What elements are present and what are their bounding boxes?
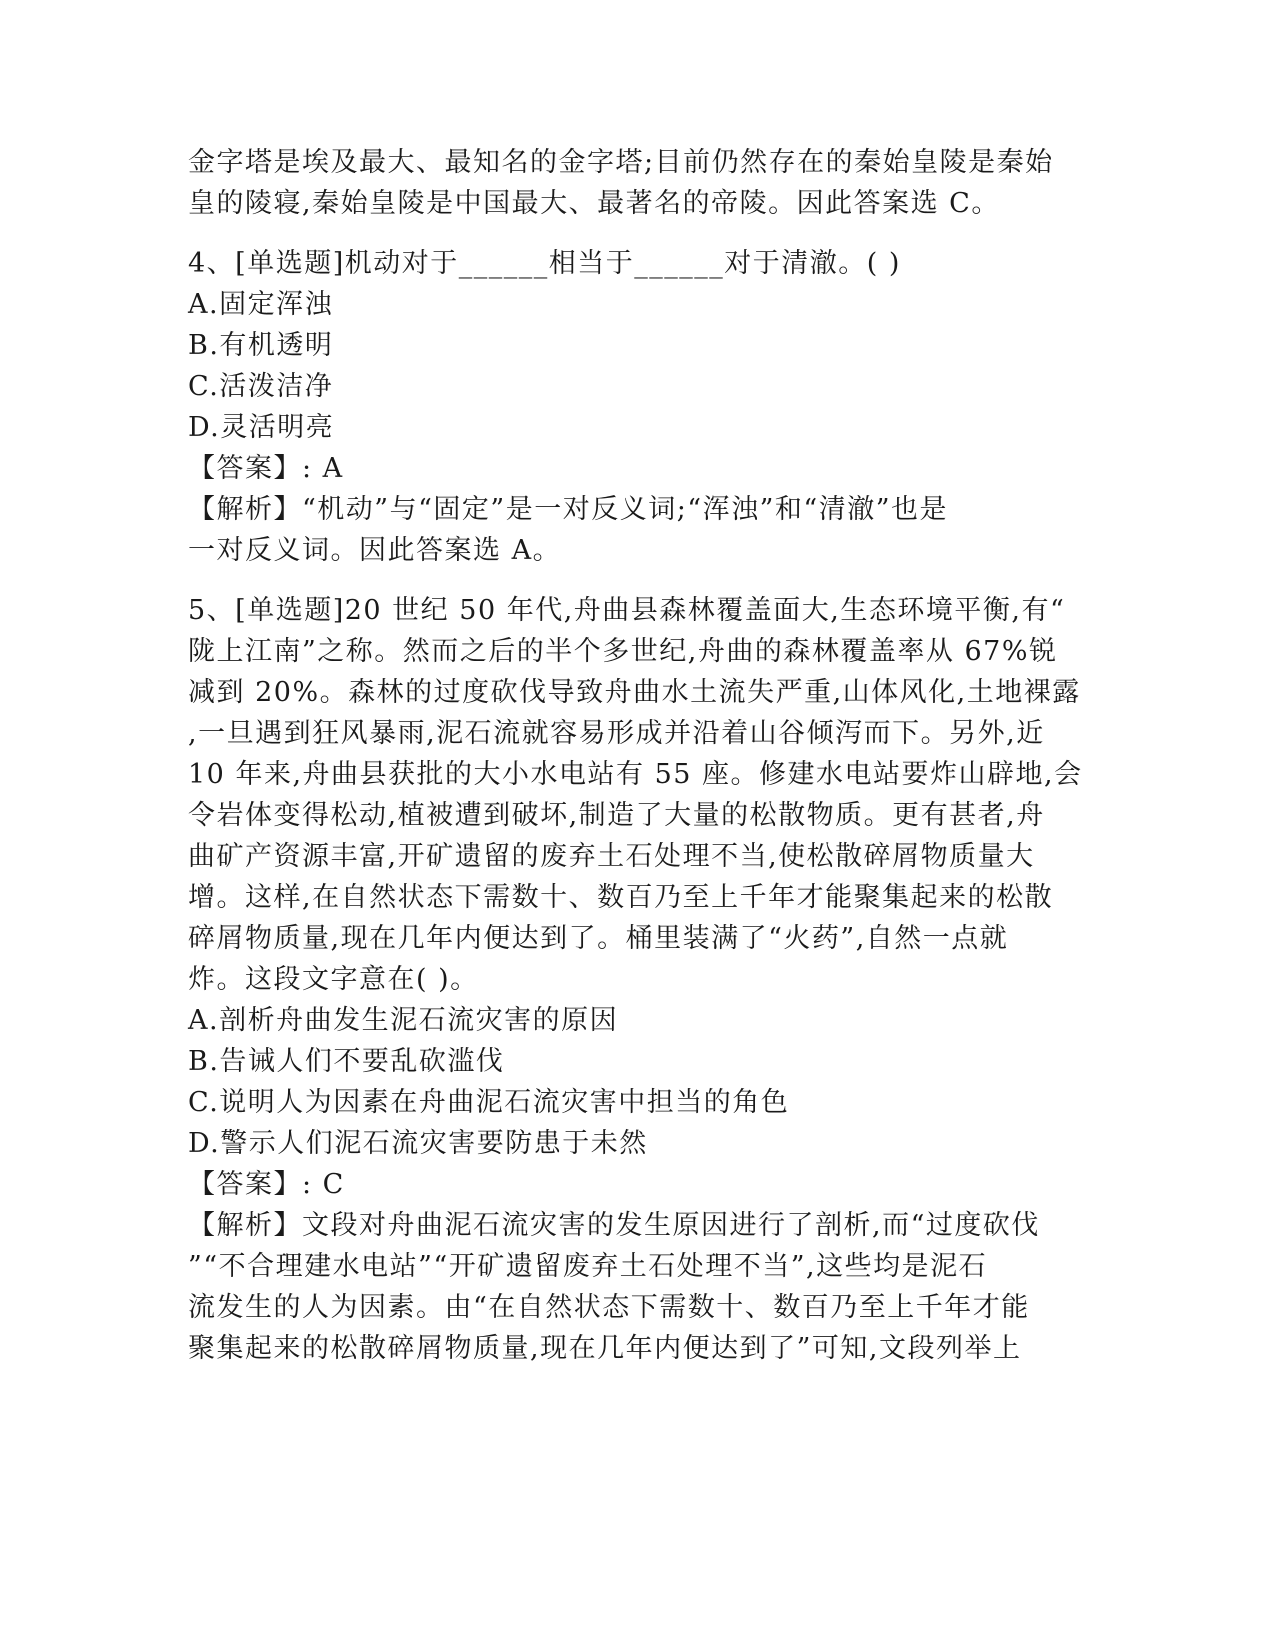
q5-option-b: B.告诫人们不要乱砍滥伐 xyxy=(188,1046,505,1077)
q3-explanation-line: 金字塔是埃及最大、最知名的金字塔;目前仍然存在的秦始皇陵是秦始 xyxy=(188,147,1054,178)
q5-question-line: 减到 20%。森林的过度砍伐导致舟曲水土流失严重,山体风化,土地裸露 xyxy=(188,677,1081,708)
q4-explanation-line: 一对反义词。因此答案选 A。 xyxy=(188,535,562,566)
q5-question-line: ,一旦遇到狂风暴雨,泥石流就容易形成并沿着山谷倾泻而下。另外,近 xyxy=(188,718,1045,749)
q5-question-line: 碎屑物质量,现在几年内便达到了。桶里装满了“火药”,自然一点就 xyxy=(188,923,1009,954)
q5-explanation-line: ”“不合理建水电站”“开矿遗留废弃土石处理不当”,这些均是泥石 xyxy=(188,1251,988,1282)
q5-option-a: A.剖析舟曲发生泥石流灾害的原因 xyxy=(188,1005,619,1036)
q5-question-line: 10 年来,舟曲县获批的大小水电站有 55 座。修建水电站要炸山辟地,会 xyxy=(188,759,1083,790)
q5-option-c: C.说明人为因素在舟曲泥石流灾害中担当的角色 xyxy=(188,1087,790,1118)
q5-explanation-line: 流发生的人为因素。由“在自然状态下需数十、数百乃至上千年才能 xyxy=(188,1292,1030,1323)
q5-question-line: 增。这样,在自然状态下需数十、数百乃至上千年才能聚集起来的松散 xyxy=(188,882,1054,913)
q5-question-line: 令岩体变得松动,植被遭到破坏,制造了大量的松散物质。更有甚者,舟 xyxy=(188,800,1045,831)
q4-option-b: B.有机透明 xyxy=(188,330,334,361)
q4-option-d: D.灵活明亮 xyxy=(188,412,335,443)
q5-question-line: 曲矿产资源丰富,开矿遗留的废弃土石处理不当,使松散碎屑物质量大 xyxy=(188,841,1035,872)
q4-option-a: A.固定浑浊 xyxy=(188,289,334,320)
q5-explanation-line: 聚集起来的松散碎屑物质量,现在几年内便达到了”可知,文段列举上 xyxy=(188,1333,1022,1364)
q4-explanation-line: 【解析】“机动”与“固定”是一对反义词;“浑浊”和“清澈”也是 xyxy=(188,494,949,525)
q5-question-line: 5、[单选题]20 世纪 50 年代,舟曲县森林覆盖面大,生态环境平衡,有“ xyxy=(188,595,1066,626)
q4-question: 4、[单选题]机动对于______相当于______对于清澈。( ) xyxy=(188,248,901,279)
q5-explanation-line: 【解析】文段对舟曲泥石流灾害的发生原因进行了剖析,而“过度砍伐 xyxy=(188,1210,1040,1241)
q5-question-line: 炸。这段文字意在( )。 xyxy=(188,964,479,995)
q5-option-d: D.警示人们泥石流灾害要防患于未然 xyxy=(188,1128,648,1159)
q4-answer: 【答案】: A xyxy=(188,453,344,484)
q3-explanation-line: 皇的陵寝,秦始皇陵是中国最大、最著名的帝陵。因此答案选 C。 xyxy=(188,188,1000,219)
q4-option-c: C.活泼洁净 xyxy=(188,371,334,402)
q5-question-line: 陇上江南”之称。然而之后的半个多世纪,舟曲的森林覆盖率从 67%锐 xyxy=(188,636,1058,667)
q5-answer: 【答案】: C xyxy=(188,1169,345,1200)
